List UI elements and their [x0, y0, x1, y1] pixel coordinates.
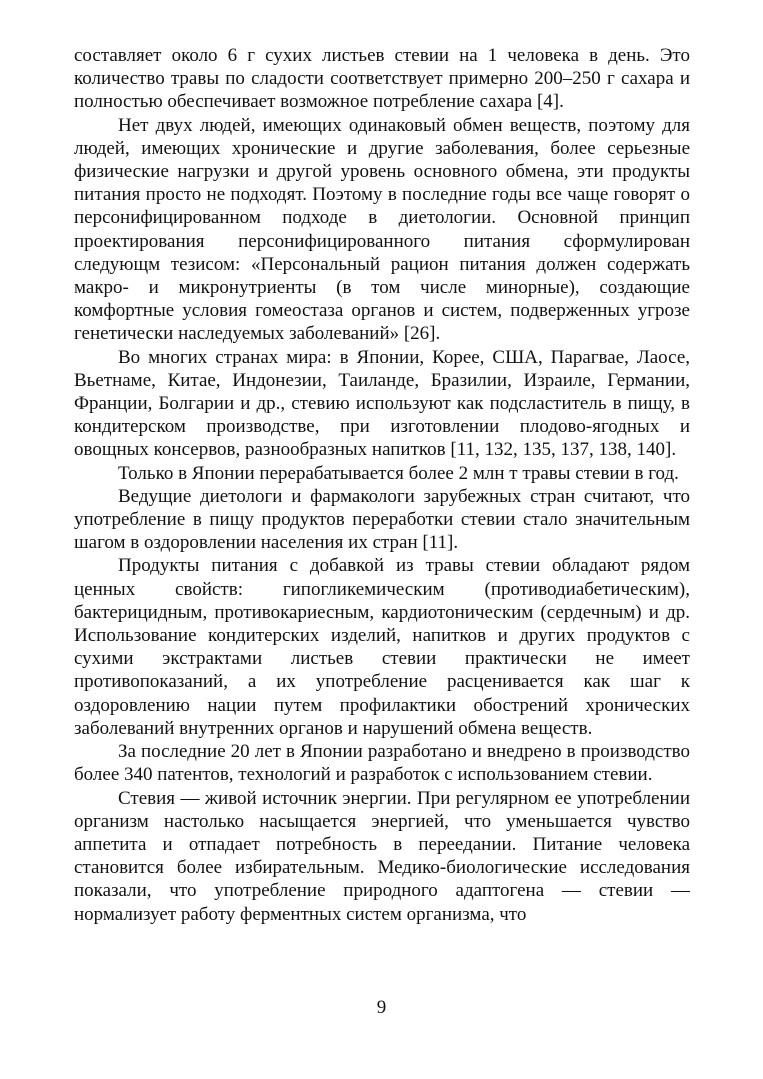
- paragraph-continuation: составляет около 6 г сухих листьев стевии на 1 человека в день. Это количество травы по сладости соответствует примерно 200–250 г сахара и полностью обеспечивает возможное потребление сахара [4].: [74, 45, 690, 113]
- paragraph-energy-source: Стевия — живой источник энергии. При регулярном ее употреблении организм настолько насыщается энергией, что уменьшается чувство аппетита и отпадает потребность в переедании. Питание человека становится более избирательным. Медико-биологические исследования показали, что употребление природного адаптогена — стевии — нормализует работу ферментных систем организма, что: [74, 787, 690, 925]
- document-page: [74, 44, 690, 926]
- paragraph-personalized-nutrition: Нет двух людей, имеющих одинаковый обмен веществ, поэтому для людей, имеющих хронические и другие заболевания, более серьезные физические нагрузки и другой уровень основного обмена, эти продукты питания просто не подходят. Поэтому в последние годы все чаще говорят о персонифицированном подходе в диетологии. Основной принцип проектирования персонифицированного питания сформулирован следующм тезисом: «Персональный рацион питания должен содержать макро- и микронутриенты (в том числе минорные), создающие комфортные условия гомеостаза органов и систем, подверженных угрозе генетически наследуемых заболеваний» [26].: [74, 114, 690, 345]
- paragraph-countries: Во многих странах мира: в Японии, Корее, США, Парагвае, Лаосе, Вьетнаме, Китае, Индонезии, Таиланде, Бразилии, Израиле, Германии, Франции, Болгарии и др., стевию используют как подсластитель в пищу, в кондитерском производстве, при изготовлении плодово-ягодных и овощных консервов, разнообразных напитков [11, 132, 135, 137, 138, 140].: [74, 346, 690, 461]
- paragraph-patents: За последние 20 лет в Японии разработано и внедрено в производство более 340 патентов, технологий и разработок с использованием стевии.: [74, 741, 690, 786]
- paragraph-dietologists: Ведущие диетологи и фармакологи зарубежных стран считают, что употребление в пищу продуктов переработки стевии стало значительным шагом в оздоровлении населения их стран [11].: [74, 485, 690, 554]
- page-number: 9: [376, 997, 387, 1018]
- paragraph-properties: Продукты питания с добавкой из травы стевии обладают рядом ценных свойств: гипогликемическим (противодиабетическим), бактерицидным, противокариесным, кардиотоническим (сердечным) и др. Использование кондитерских изделий, напитков и других продуктов с сухими экстрактами листьев стевии практически не имеет противопоказаний, а их употребление расценивается как шаг к оздоровлению нации путем профилактики обострений хронических заболеваний внутренних органов и нарушений обмена веществ.: [74, 555, 690, 739]
- paragraph-japan-processing: Только в Японии перерабатывается более 2 млн т травы стевии в год.: [118, 462, 679, 484]
